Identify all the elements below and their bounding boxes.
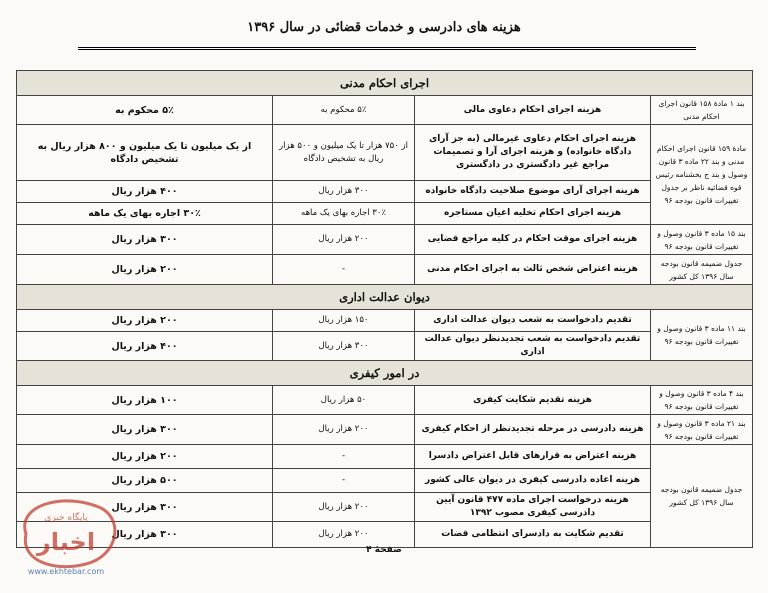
fee-amount-previous: از ۷۵۰ هزار تا یک میلیون و ۵۰۰ هزار ریال به تشخیص دادگاه xyxy=(273,125,415,181)
table-row xyxy=(17,415,753,445)
fee-description: هزینه اجرای احکام دعاوی غیرمالی (به جز آرای دادگاه خانواده) و هزینه اجرای آرا و تصمیمات مراجع غیر دادگستری در دادگستری xyxy=(415,125,651,181)
legal-reference: جدول ضمیمه قانون بودجه سال ۱۳۹۶ کل کشور xyxy=(651,255,753,285)
watermark-tagline: پایگاه خبری xyxy=(44,513,88,523)
fee-amount-previous: ۵۰ هزار ریال xyxy=(273,386,415,415)
fee-amount-current: ۱۰۰ هزار ریال xyxy=(17,386,273,415)
fee-description: تقدیم دادخواست به شعب تجدیدنظر دیوان عدالت اداری xyxy=(415,332,651,361)
legal-reference: بند ۲۱ ماده ۳ قانون وصول و تغییرات قانون بودجه ۹۶ xyxy=(651,415,753,445)
legal-reference: مادهٔ ۱۵۹ قانون اجرای احکام مدنی و بند ۲۲ ماده ۳ قانون وصول و بند ج بخشنامه رئیس قوه قضائیه ناظر بر جدول تغییرات قانون بودجه ۹۶ xyxy=(651,125,753,225)
table-row xyxy=(17,125,753,181)
table-row xyxy=(17,181,753,203)
table-row xyxy=(17,225,753,255)
watermark-url: www.ekhtebar.com xyxy=(27,567,105,576)
table-row xyxy=(17,332,753,361)
fee-amount-current: ۴۰۰ هزار ریال xyxy=(17,332,273,361)
fee-amount-previous: ۳۰۰ هزار ریال xyxy=(273,332,415,361)
fee-description: هزینه اجرای موقت احکام در کلیه مراجع قضایی xyxy=(415,225,651,255)
fee-description: هزینه اعاده دادرسی کیفری در دیوان عالی کشور xyxy=(415,469,651,493)
section-header-row xyxy=(17,71,753,96)
page-title: هزینه های دادرسی و خدمات قضائی در سال ۱۳۹۶ xyxy=(247,20,521,35)
fee-amount-current: ۲۰۰ هزار ریال xyxy=(17,310,273,332)
section-title: دیوان عدالت اداری xyxy=(17,285,753,310)
fee-description: هزینه اعتراض شخص ثالث به اجرای احکام مدنی xyxy=(415,255,651,285)
table-row xyxy=(17,96,753,125)
table-row xyxy=(17,469,753,493)
page-number: صفحهٔ ۴ xyxy=(366,545,402,555)
section-header-row xyxy=(17,285,753,310)
fee-description: هزینه درخواست اجرای ماده ۴۷۷ قانون آیین دادرسی کیفری مصوب ۱۳۹۲ xyxy=(415,493,651,522)
fee-amount-previous: ۲۰۰ هزار ریال xyxy=(273,493,415,522)
title-underline xyxy=(78,47,696,48)
fees-table xyxy=(16,70,753,548)
fee-description: هزینه اجرای احکام تخلیه اعیان مستاجره xyxy=(415,203,651,225)
fee-amount-current: ۳۰۰ هزار ریال xyxy=(17,225,273,255)
fee-description: هزینه تقدیم شکایت کیفری xyxy=(415,386,651,415)
table-row xyxy=(17,203,753,225)
fee-amount-current: ۵۰۰ هزار ریال xyxy=(17,469,273,493)
fee-amount-previous: - xyxy=(273,255,415,285)
fee-amount-current: ۲۰۰ هزار ریال xyxy=(17,445,273,469)
fee-amount-previous: - xyxy=(273,445,415,469)
fee-amount-current: ۵٪ محکوم به xyxy=(17,96,273,125)
legal-reference: بند ۴ ماده ۳ قانون وصول و تغییرات قانون بودجه ۹۶ xyxy=(651,386,753,415)
table-row xyxy=(17,493,753,522)
fee-amount-previous: ۲۰۰ هزار ریال xyxy=(273,415,415,445)
table-row xyxy=(17,255,753,285)
fee-amount-previous: ۲۰۰ هزار ریال xyxy=(273,522,415,548)
fee-amount-previous: - xyxy=(273,469,415,493)
fee-amount-previous: ۲۰۰ هزار ریال xyxy=(273,225,415,255)
fee-amount-current: ۳۰۰ هزار ریال xyxy=(17,522,273,548)
fee-description: تقدیم شکایت به دادسرای انتظامی قضات xyxy=(415,522,651,548)
section-title: اجرای احکام مدنی xyxy=(17,71,753,96)
fee-amount-previous: ۵٪ محکوم به xyxy=(273,96,415,125)
fee-amount-current: ۳۰٪ اجاره بهای یک ماهه xyxy=(17,203,273,225)
table-row xyxy=(17,310,753,332)
legal-reference: بند ۱۱ ماده ۳ قانون وصول و تغییرات قانون بودجه ۹۶ xyxy=(651,310,753,361)
fee-description: هزینه اعتراض به قرارهای قابل اعتراض دادسرا xyxy=(415,445,651,469)
fee-description: هزینه دادرسی در مرحله تجدیدنظر از احکام کیفری xyxy=(415,415,651,445)
section-header-row xyxy=(17,361,753,386)
legal-reference: جدول ضمیمه قانون بودجه سال ۱۳۹۶ کل کشور xyxy=(651,445,753,548)
table-row xyxy=(17,445,753,469)
watermark-brand: اخبار xyxy=(36,528,96,556)
fee-amount-current: ۴۰۰ هزار ریال xyxy=(17,181,273,203)
title-underline-2 xyxy=(78,49,696,50)
fee-amount-current: ۲۰۰ هزار ریال xyxy=(17,255,273,285)
fee-description: هزینه اجرای آرای موضوع صلاحیت دادگاه خانواده xyxy=(415,181,651,203)
legal-reference: بند ۱۵ ماده ۳ قانون وصول و تغییرات قانون بودجه ۹۶ xyxy=(651,225,753,255)
fee-description: تقدیم دادخواست به شعب دیوان عدالت اداری xyxy=(415,310,651,332)
fee-amount-previous: ۳۰٪ اجاره بهای یک ماهه xyxy=(273,203,415,225)
fee-description: هزینه اجرای احکام دعاوی مالی xyxy=(415,96,651,125)
table-row xyxy=(17,386,753,415)
fee-amount-current: ۳۰۰ هزار ریال xyxy=(17,493,273,522)
fee-amount-current: از یک میلیون تا یک میلیون و ۸۰۰ هزار ریال به تشخیص دادگاه xyxy=(17,125,273,181)
fee-amount-previous: ۳۰۰ هزار ریال xyxy=(273,181,415,203)
legal-reference: بند ۱ مادهٔ ۱۵۸ قانون اجرای احکام مدنی xyxy=(651,96,753,125)
section-title: در امور کیفری xyxy=(17,361,753,386)
table-row xyxy=(17,522,753,548)
fee-amount-previous: ۱۵۰ هزار ریال xyxy=(273,310,415,332)
fee-amount-current: ۳۰۰ هزار ریال xyxy=(17,415,273,445)
